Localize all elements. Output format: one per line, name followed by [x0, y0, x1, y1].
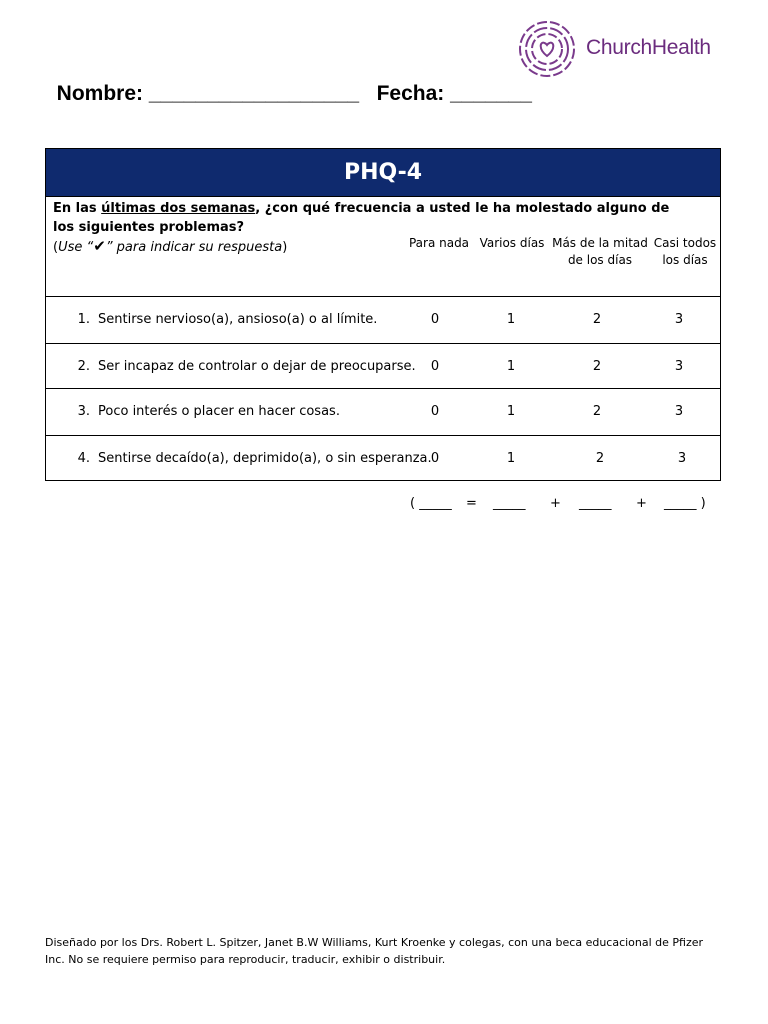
column-1-subtotal-blank[interactable]: _____: [493, 496, 526, 511]
name-field-label[interactable]: Nombre: __________________: [56, 82, 360, 105]
question-row-1: 1. Sentirse nervioso(a), ansioso(a) o al límite. 0 1 2 3: [46, 297, 720, 344]
form-intro: [46, 197, 720, 297]
logo-text: ChurchHealth: [586, 36, 711, 59]
score-sum-line: [410, 496, 720, 516]
column-2-subtotal-blank[interactable]: _____: [579, 496, 612, 511]
score-option[interactable]: 1: [506, 312, 516, 327]
item-text: Poco interés o placer en hacer cosas.: [98, 404, 340, 419]
plus-sign: +: [636, 496, 647, 511]
column-header-varios-dias: Varios días: [479, 236, 545, 250]
score-option[interactable]: 2: [592, 312, 602, 327]
question-row-3: 3. Poco interés o placer en hacer cosas. 0 1 2 3: [46, 389, 720, 436]
score-option[interactable]: 3: [674, 359, 684, 374]
date-field-label[interactable]: Fecha: _______: [376, 82, 532, 105]
score-option[interactable]: 0: [430, 404, 440, 419]
form-title: PHQ-4: [46, 149, 720, 197]
equals-sign: =: [466, 496, 477, 511]
column-3-subtotal-blank[interactable]: _____ ): [664, 496, 706, 511]
score-option[interactable]: 0: [430, 312, 440, 327]
checkmark-icon: ✔: [93, 237, 106, 255]
question-row-4: 4. Sentirse decaído(a), deprimido(a), o sin esperanza. 0 1 2 3: [46, 436, 720, 480]
church-health-logo: [516, 18, 726, 80]
question-text: En las últimas dos semanas, ¿con qué frecuencia a usted le ha molestado alguno de los siguientes problemas?: [53, 201, 670, 235]
score-option[interactable]: 3: [677, 451, 687, 466]
column-header-para-nada: Para nada: [408, 236, 470, 250]
question-row-2: 2. Ser incapaz de controlar o dejar de preocuparse. 0 1 2 3: [46, 344, 720, 389]
item-text: Sentirse nervioso(a), ansioso(a) o al límite.: [98, 312, 378, 327]
score-option[interactable]: 0: [430, 359, 440, 374]
plus-sign: +: [550, 496, 561, 511]
score-option[interactable]: 1: [506, 404, 516, 419]
score-option[interactable]: 3: [674, 312, 684, 327]
header-fields: [45, 58, 532, 106]
fingerprint-heart-icon: [516, 18, 578, 80]
item-text: Ser incapaz de controlar o dejar de preocuparse.: [98, 359, 416, 374]
score-option[interactable]: 1: [506, 359, 516, 374]
score-option[interactable]: 3: [674, 404, 684, 419]
footer-credit: Diseñado por los Drs. Robert L. Spitzer, Janet B.W Williams, Kurt Kroenke y colegas, con una beca educacional de Pfizer Inc. No se requiere permiso para reproducir, traducir, exhibir o distribuir.: [45, 936, 704, 966]
instruction-text: (Use “✔” para indicar su respuesta): [53, 237, 288, 255]
score-option[interactable]: 1: [506, 451, 516, 466]
score-option[interactable]: 0: [430, 451, 440, 466]
phq4-form: [45, 148, 721, 481]
column-header-mas-de-la-mitad: Más de la mitad de los días: [552, 236, 648, 267]
score-option[interactable]: 2: [592, 359, 602, 374]
score-option[interactable]: 2: [592, 404, 602, 419]
item-text: Sentirse decaído(a), deprimido(a), o sin esperanza.: [98, 451, 432, 466]
total-blank[interactable]: ( _____: [410, 496, 452, 511]
score-option[interactable]: 2: [595, 451, 605, 466]
column-header-casi-todos: Casi todos los días: [653, 236, 717, 267]
